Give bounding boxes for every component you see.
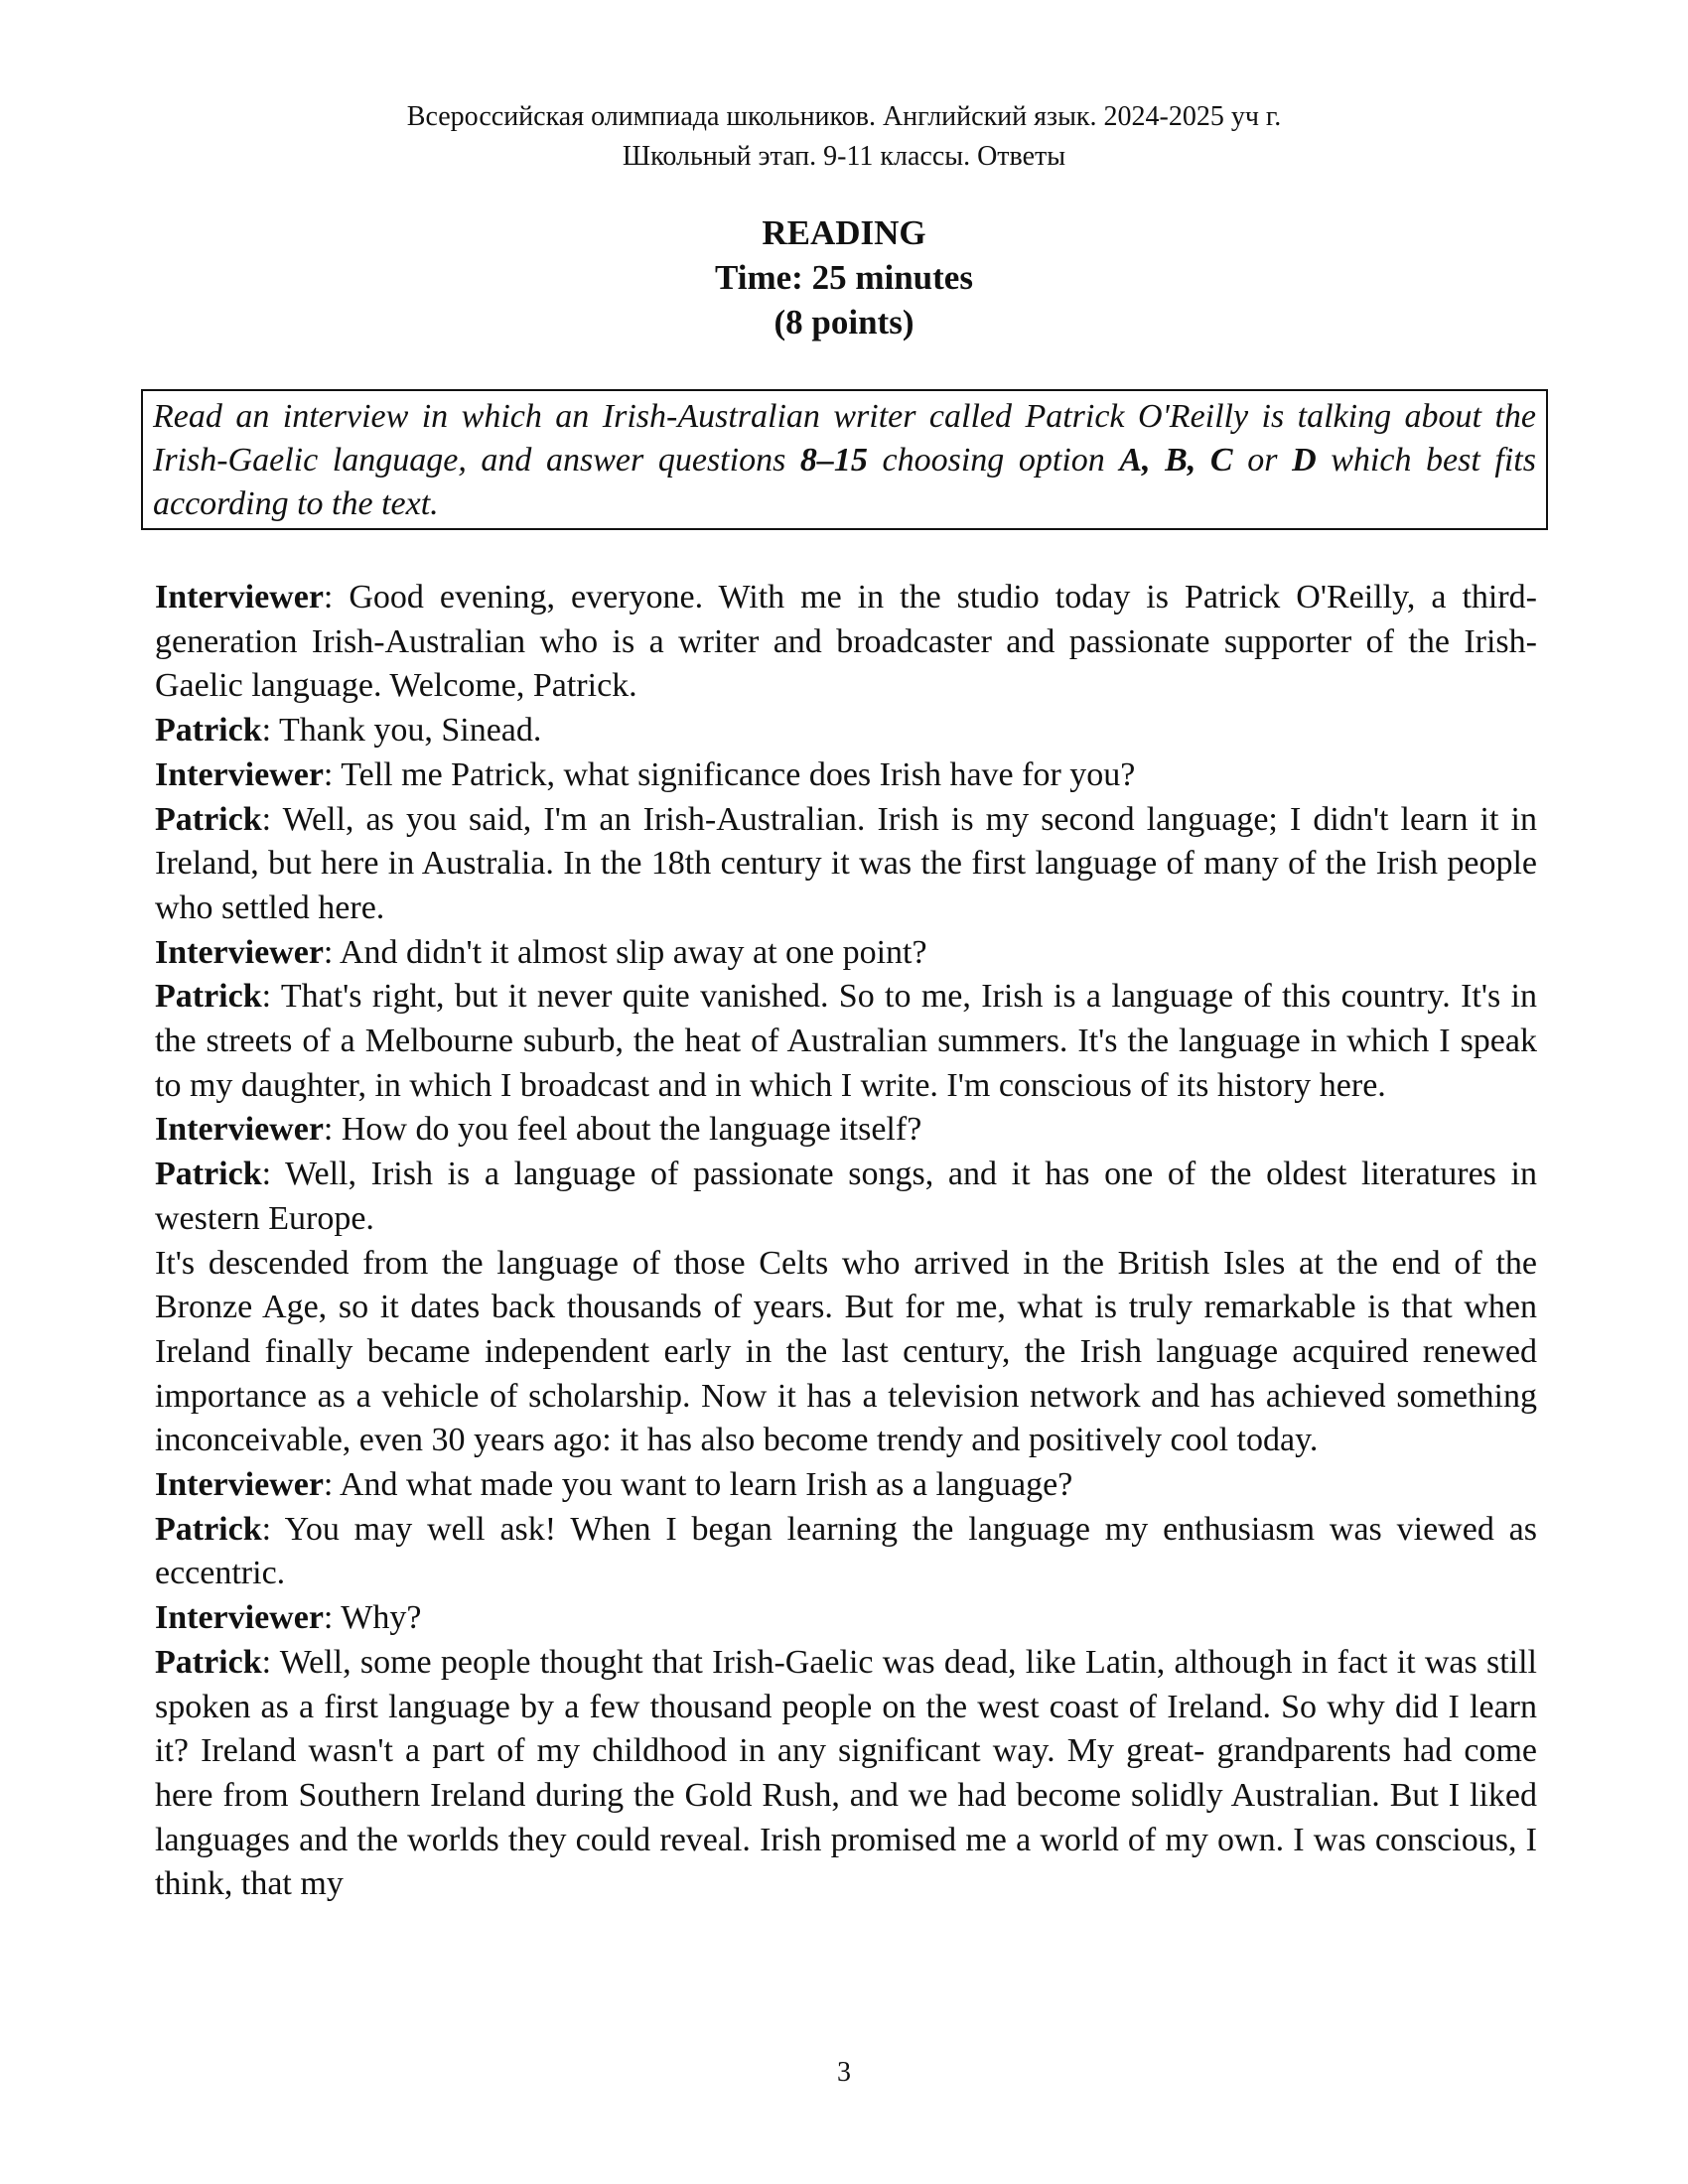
dialogue-continuation [155,1242,1537,1464]
dialogue-text: : Good evening, everyone. With me in the studio today is Patrick O'Reilly, a third-generation Irish-Australian who is a writer and broadcaster and passionate supporter of the Irish-Gaelic language. Welcome, Patrick. [155,579,1537,705]
dialogue-line [155,1463,1537,1508]
dialogue-text: : Tell me Patrick, what significance does Irish have for you? [323,755,1136,793]
speaker-name: Patrick [155,1510,262,1548]
dialogue-text: : Well, Irish is a language of passionate songs, and it has one of the oldest literatures in western Europe. [155,1156,1537,1237]
speaker-name: Patrick [155,712,262,750]
section-heading [0,210,1688,344]
speaker-name: Interviewer [155,755,324,793]
dialogue-line [155,975,1537,1108]
dialogue-text: It's descended from the language of those Celts who arrived in the British Isles at the end of the Bronze Age, so it dates back thousands of years. But for me, what is truly remarkable is that when Ireland finally became independent early in the last century, the Irish language acquired renewed importance as a vehicle of scholarship. Now it has a television network and has achieved something inconceivable, even 30 years ago: it has also become trendy and positively cool today. [155,1244,1537,1459]
section-points: (8 points) [774,303,914,341]
speaker-name: Interviewer [155,933,324,971]
speaker-name: Patrick [155,1643,262,1681]
section-time: Time: 25 minutes [715,258,973,297]
dialogue-text: : You may well ask! When I began learning the language my enthusiasm was viewed as eccentric. [155,1510,1537,1592]
dialogue-line [155,709,1537,753]
header-line-1: Всероссийская олимпиада школьников. Английский язык. 2024-2025 уч г. [406,101,1282,132]
section-title: READING [762,213,926,252]
dialogue-text: : How do you feel about the language itself? [323,1111,922,1149]
dialogue-line [155,1153,1537,1241]
dialogue-line [155,576,1537,709]
dialogue-text: : Thank you, Sinead. [261,712,542,750]
dialogue-line [155,931,1537,976]
speaker-name: Patrick [155,1156,262,1193]
page-number: 3 [837,2057,851,2088]
instruction-box [141,389,1548,530]
speaker-name: Interviewer [155,1599,324,1637]
dialogue-line [155,1108,1537,1153]
interview-dialogue [155,576,1537,1907]
answer-options: A, B, C [1119,442,1233,478]
speaker-name: Interviewer [155,579,324,615]
dialogue-line [155,1596,1537,1641]
header-line-2: Школьный этап. 9-11 классы. Ответы [622,141,1066,172]
speaker-name: Patrick [155,978,262,1016]
question-range: 8–15 [799,442,868,478]
speaker-name: Patrick [155,800,262,838]
page-header [0,97,1688,177]
dialogue-text: : Why? [323,1599,422,1637]
dialogue-text: : Well, as you said, I'm an Irish-Australian. Irish is my second language; I didn't learn it in Ireland, but here in Australia. In the 18th century it was the first language of many of the Irish people who settled here. [155,800,1537,926]
dialogue-line [155,1508,1537,1596]
answer-option-d: D [1292,442,1317,478]
dialogue-text: : Well, some people thought that Irish-Gaelic was dead, like Latin, although in fact it was still spoken as a first language by a few thousand people on the west coast of Ireland. So why did I learn it? Ireland wasn't a part of my childhood in any significant way. My great- grandparents had come here from Southern Ireland during the Gold Rush, and we had become solidly Australian. But I liked languages and the worlds they could reveal. Irish promised me a world of my own. I was conscious, I think, that my [155,1643,1537,1903]
speaker-name: Interviewer [155,1111,324,1149]
dialogue-line [155,753,1537,798]
instruction-text: choosing option [867,442,1120,478]
instruction-text: Read an interview in which an Irish-Australian writer called Patrick O'Reilly is talking about the Irish-Gaelic language, and answer questions [153,398,1536,478]
instruction-text: or [1232,442,1293,478]
dialogue-text: : And didn't it almost slip away at one point? [323,933,927,971]
speaker-name: Interviewer [155,1466,324,1504]
dialogue-text: : And what made you want to learn Irish as a language? [323,1466,1073,1504]
dialogue-line [155,798,1537,931]
dialogue-text: : That's right, but it never quite vanished. So to me, Irish is a language of this country. It's in the streets of a Melbourne suburb, the heat of Australian summers. It's the language in which I speak to my daughter, in which I broadcast and in which I write. I'm conscious of its history here. [155,978,1537,1104]
dialogue-line [155,1641,1537,1907]
instruction-text: which best fits according to the text. [153,442,1536,522]
